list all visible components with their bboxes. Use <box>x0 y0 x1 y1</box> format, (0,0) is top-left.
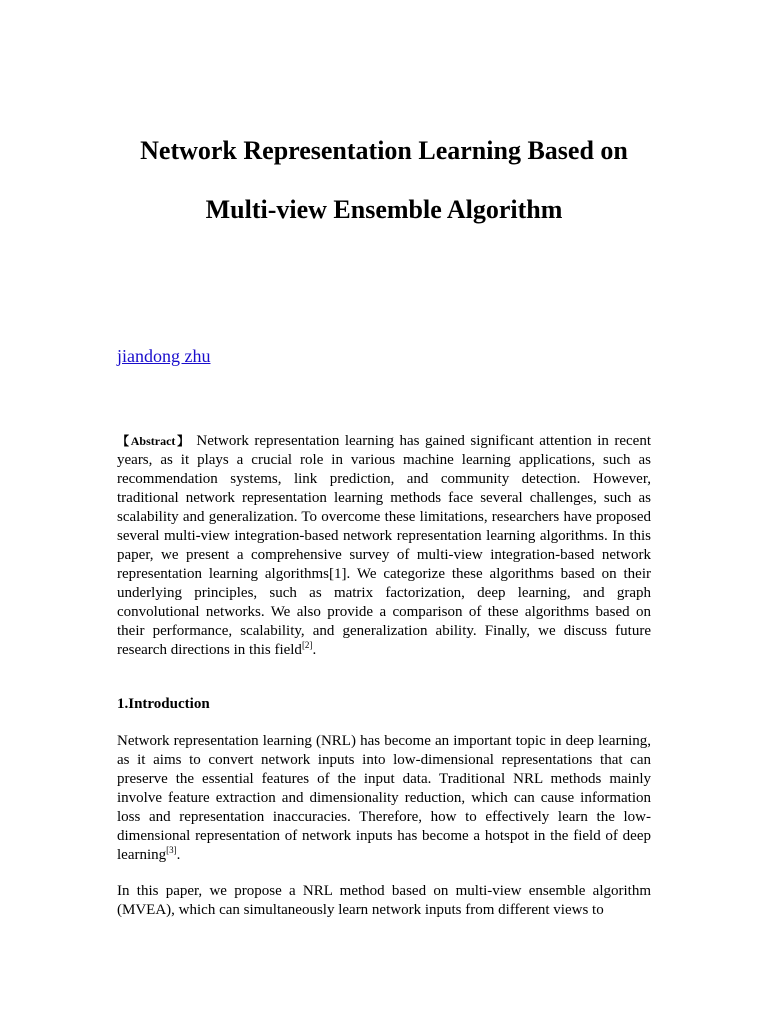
introduction-paragraph-1-text: Network representation learning (NRL) has become an important topic in deep learning, as it aims to convert network inputs into low-dimensional representations that can preserve the essential features of the input data. Traditional NRL methods mainly involve feature extraction and dimensionality reduction, which can cause information loss and representation inaccuracies. Therefore, how to effectively learn the low-dimensional representation of network inputs has become a hotspot in the field of deep learning <box>117 733 651 863</box>
introduction-paragraph-1 <box>117 732 651 865</box>
introduction-paragraph-1-citation: [3] <box>166 845 177 855</box>
author-link[interactable]: jiandong zhu <box>117 346 211 366</box>
abstract-end: . <box>312 642 317 658</box>
abstract-citation: [2] <box>301 640 313 650</box>
abstract-label: 【Abstract】 <box>117 434 191 448</box>
paper-title-line-2: Multi-view Ensemble Algorithm <box>205 195 563 224</box>
introduction-paragraph-1-end: . <box>176 847 181 863</box>
introduction-paragraph-2: In this paper, we propose a NRL method based on multi-view ensemble algorithm (MVEA), which can simultaneously learn network inputs from different views to <box>117 883 651 918</box>
abstract-text: Network representation learning has gained significant attention in recent years, as it plays a crucial role in various machine learning applications, such as recommendation systems, link prediction, and community detection. However, traditional network representation learning methods face several challenges, such as scalability and generalization. To overcome these limitations, researchers have proposed several multi-view integration-based network representation learning algorithms. In this paper, we present a comprehensive survey of multi-view integration-based network representation learning algorithms[1]. We categorize these algorithms based on their underlying principles, such as matrix factorization, deep learning, and graph convolutional networks. We also provide a comparison of these algorithms based on their performance, scalability, and generalization ability. Finally, we discuss future research directions in this field <box>117 433 652 658</box>
abstract-paragraph <box>117 432 651 660</box>
section-heading-introduction: 1.Introduction <box>117 696 210 712</box>
paper-title-line-1: Network Representation Learning Based on <box>140 136 628 165</box>
